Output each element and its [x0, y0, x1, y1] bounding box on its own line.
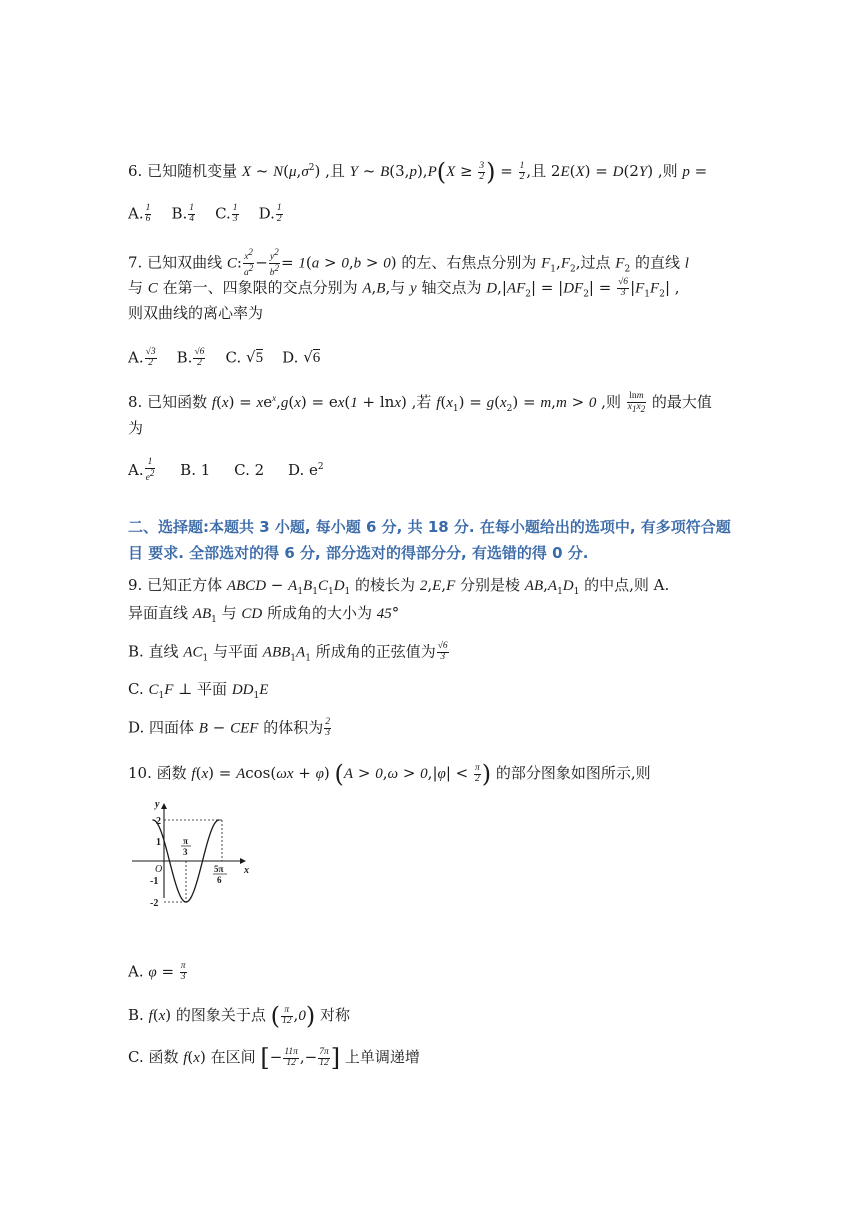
- q10-text: C. 函数: [128, 1048, 184, 1066]
- q9-text: 与平面: [208, 642, 263, 661]
- q8-text: ,则: [596, 393, 626, 412]
- q6-option-d: D.: [258, 204, 275, 223]
- q8-text: ,若: [406, 393, 437, 412]
- q9-text: 的中点,则 A.: [579, 576, 670, 594]
- y-tick-neg2: -2: [150, 898, 159, 909]
- q6-option-b: B.: [171, 204, 188, 223]
- q7-line2: 与 C 在第一、四象限的交点分别为 A,B,与 y 轴交点为 $D,|AF_2| = |DF_2|$ = $\frac{√6}{3}$ $|F_1F_2|$ ,: [128, 277, 680, 300]
- q9-option-b: B. 直线 $AC_1$ 与平面 $ABB_1A_1$ 所成角的正弦值为 $\frac{√6}{3}$: [128, 641, 448, 664]
- q7-text: 7. 已知双曲线: [128, 253, 227, 272]
- pi3-num: π: [183, 836, 188, 846]
- q8-option-b: B. 1: [180, 461, 211, 480]
- q9-text: 所成角的正弦值为: [310, 642, 436, 661]
- q7-text: ,过点: [575, 253, 616, 272]
- q10-text: 的图象关于点: [171, 1006, 271, 1024]
- pi56-den: 6: [217, 875, 222, 885]
- q6-text: ,则: [653, 162, 683, 180]
- q9-text: C.: [128, 680, 149, 698]
- q7-text: 在第一、四象限的交点分别为: [157, 278, 363, 297]
- q10-text: A.: [128, 962, 149, 981]
- q8-option-d: D. e: [288, 461, 318, 480]
- q8-text: 的最大值: [647, 393, 712, 412]
- q9-text: 的棱长为: [350, 576, 420, 594]
- q10-text: 对称: [315, 1006, 350, 1024]
- y-axis-label: y: [155, 799, 160, 810]
- pi3-den: 3: [183, 847, 188, 857]
- q9-text: B. 直线: [128, 642, 184, 661]
- q10-option-a: A. φ = $\frac{\pi}{3}$: [128, 961, 186, 982]
- q6-option-c: C.: [215, 204, 231, 223]
- q10-text: 10. 函数: [128, 764, 192, 782]
- q10-text: 上单调递增: [340, 1048, 420, 1066]
- q6-option-a: A.: [128, 204, 144, 223]
- q10-option-c: C. 函数 f(x) 在区间 [− $\frac{11\pi}{12}$ ,− $\frac{7\pi}{12}$ ] 上单调递增: [128, 1044, 420, 1072]
- section-2-heading: 二、选择题:本题共 3 小题, 每小题 6 分, 共 18 分. 在每小题给出的选项中, 有多项符合题目 要求. 全部选对的得 6 分, 部分选对的得部分分, 有选错的得 0 分.: [128, 518, 731, 562]
- q9-text: 异面直线: [128, 604, 193, 622]
- q6-text: 6. 已知随机变量: [128, 162, 242, 180]
- q9-option-c: C. $C_1F$ ⊥ 平面 $DD_1E$: [128, 680, 269, 701]
- q9-text: 9. 已知正方体: [128, 576, 227, 594]
- q10-text: 在区间: [205, 1048, 261, 1066]
- q9-text: 的体积为: [258, 718, 324, 737]
- q7-line1: 7. 已知双曲线 C: $\frac{x^2}{a^2}$ − $\frac{y^2}{b^2}$ = 1(a > 0,b > 0) 的左、右焦点分别为 $F_1,F_2$,过点 $F_2$ 的直线 l: [128, 247, 689, 279]
- q9-line1: 9. 已知正方体 ABCD − $A_1B_1C_1D_1$ 的棱长为 2,E,F 分别是棱 $AB,A_1D_1$ 的中点,则 A.: [128, 576, 670, 597]
- q9-text: 平面: [192, 680, 232, 698]
- q9-text: D. 四面体: [128, 718, 199, 737]
- q6-text: ,且: [526, 162, 551, 180]
- q6-options: A. $\frac{1}{6}$ B. $\frac{1}{4}$ C. $\frac{1}{3}$ D. $\frac{1}{2}$: [128, 203, 282, 224]
- q8-line2: 为: [128, 419, 144, 437]
- y-tick-neg1: -1: [150, 876, 159, 887]
- pi56-num: 5π: [214, 864, 224, 874]
- q10-text: 的部分图象如图所示,则: [491, 764, 651, 782]
- q8-options: A. $\frac{1}{e^2}$ B. 1 C. 2 D. $e^2$: [128, 457, 324, 484]
- q7-option-c: C.: [225, 348, 242, 367]
- q7-options: A. $\frac{√3}{2}$ B. $\frac{√6}{2}$ C. √5 D. √6: [128, 347, 321, 368]
- q8-option-a: A.: [128, 461, 144, 480]
- y-axis-arrow-icon: [161, 803, 167, 809]
- x-axis-label: x: [244, 865, 249, 876]
- q7-line3: 则双曲线的离心率为: [128, 304, 264, 322]
- x-axis-arrow-icon: [240, 858, 246, 864]
- q7-option-a: A.: [128, 348, 144, 367]
- q7-text: 与: [128, 278, 148, 297]
- q8-line1: 8. 已知函数 $f(x) = xe^x,g(x) = ex(1 + \ln x)$ ,若 $f(x_1) = g(x_2) = m,m > 0$ ,则 $\frac{\ln m}{x_1x_2}$ 的最大值: [128, 391, 712, 415]
- q10-text: B.: [128, 1006, 149, 1024]
- q9-text: 与: [216, 604, 242, 622]
- q8-option-c: C. 2: [234, 461, 265, 480]
- q7-text: 轴交点为: [416, 278, 487, 297]
- q7-option-b: B.: [176, 348, 193, 367]
- q6-text: ,且: [325, 162, 350, 180]
- y-tick-2: 2: [156, 816, 161, 827]
- q6-stem: 6. 已知随机变量 X ~ $N(\mu,\sigma^2)$ ,且 Y ~ B(3,p),P(X ≥ $\frac{3}{2}$ ) = $\frac{1}{2}$ ,且 2E(X) = D(2Y) ,则 p =: [128, 158, 708, 186]
- q9-text: 分别是棱: [455, 576, 525, 594]
- origin-label: O: [155, 864, 163, 875]
- q9-line2: 异面直线 $AB_1$ 与 CD 所成角的大小为 45°: [128, 604, 400, 625]
- q7-option-d: D.: [282, 348, 299, 367]
- q8-text: 8. 已知函数: [128, 393, 212, 412]
- q10-option-b: B. f(x) 的图象关于点 ( $\frac{\pi}{12}$ ,0) 对称: [128, 1002, 350, 1030]
- q9-option-d: D. 四面体 B − CEF 的体积为 $\frac{2}{3}$: [128, 717, 330, 738]
- q7-text: 的左、右焦点分别为: [396, 253, 542, 272]
- q7-text: 的直线: [630, 253, 685, 272]
- q7-text: ,与: [385, 278, 411, 297]
- q9-text: 所成角的大小为: [262, 604, 377, 622]
- q10-stem: 10. 函数 f(x) = Acos(ωx + φ) (A > 0,ω > 0,|φ| < $\frac{\pi}{2}$ ) 的部分图象如图所示,则: [128, 760, 651, 788]
- cosine-graph: [128, 798, 252, 909]
- y-tick-1: 1: [156, 837, 161, 848]
